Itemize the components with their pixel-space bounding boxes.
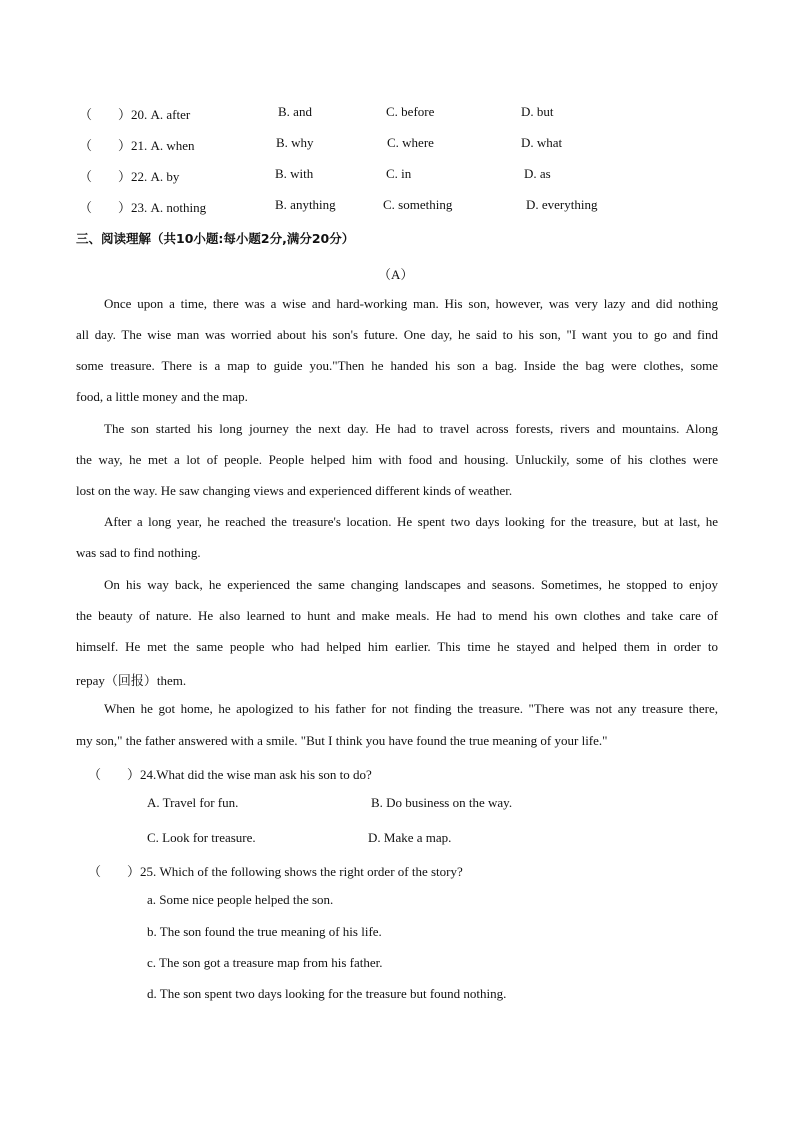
question-25-item: d. The son spent two days looking for the treasure but found nothing. — [147, 986, 507, 1001]
question-24-option-d: D. Make a map. — [368, 830, 452, 845]
option-c: C. in — [386, 166, 412, 181]
cloze-row-23 — [0, 197, 794, 217]
option-d: D. as — [524, 166, 551, 181]
passage-line: After a long year, he reached the treasure's location. He spent two days looking for the treasure, but at last, he — [104, 514, 718, 529]
passage-line: repay（回报）them. — [76, 673, 187, 688]
passage-line: all day. The wise man was worried about his son's future. One day, he said to his son, "I want you to go and find — [76, 327, 718, 342]
option-c: C. something — [383, 197, 453, 212]
question-25-stem: （ ）25. Which of the following shows the right order of the story? — [88, 864, 463, 879]
option-d: D. but — [521, 104, 554, 119]
passage-line: some treasure. There is a map to guide you."Then he handed his son a bag. Inside the bag were clothes, some — [76, 358, 718, 373]
question-stem: （ ）21. A. when — [79, 138, 195, 153]
question-24-option-a: A. Travel for fun. — [147, 795, 239, 810]
cloze-row-21 — [0, 135, 794, 155]
option-d: D. what — [521, 135, 563, 150]
question-25-item: c. The son got a treasure map from his father. — [147, 955, 383, 970]
question-24-stem: （ ）24.What did the wise man ask his son to do? — [88, 767, 372, 782]
passage-line: was sad to find nothing. — [76, 545, 201, 560]
option-b: B. and — [278, 104, 312, 119]
passage-line: the way, he met a lot of people. People helped him with food and housing. Unluckily, some of his clothes were — [76, 452, 718, 467]
passage-line: the beauty of nature. He also learned to hunt and make meals. He had to mend his own clothes and take care of — [76, 608, 718, 623]
question-stem: （ ）22. A. by — [79, 169, 180, 184]
passage-line: food, a little money and the map. — [76, 389, 248, 404]
passage-line: On his way back, he experienced the same changing landscapes and seasons. Sometimes, he stopped to enjoy — [104, 577, 718, 592]
passage-line: Once upon a time, there was a wise and hard-working man. His son, however, was very lazy and did nothing — [104, 296, 718, 311]
option-d: D. everything — [526, 197, 598, 212]
option-c: C. before — [386, 104, 435, 119]
passage-line: When he got home, he apologized to his father for not finding the treasure. "There was not any treasure there, — [104, 701, 718, 716]
passage-line: lost on the way. He saw changing views and experienced different kinds of weather. — [76, 483, 513, 498]
option-b: B. anything — [275, 197, 336, 212]
question-stem: （ ）20. A. after — [79, 107, 191, 122]
cloze-row-20 — [0, 104, 794, 124]
passage-label: （A） — [378, 267, 414, 282]
question-stem: （ ）23. A. nothing — [79, 200, 207, 215]
passage-line: my son," the father answered with a smile. "But I think you have found the true meaning of your life." — [76, 733, 608, 748]
option-b: B. why — [276, 135, 314, 150]
cloze-row-22 — [0, 166, 794, 186]
option-b: B. with — [275, 166, 314, 181]
question-25-item: b. The son found the true meaning of his life. — [147, 924, 382, 939]
question-24-option-b: B. Do business on the way. — [371, 795, 513, 810]
passage-line: The son started his long journey the next day. He had to travel across forests, rivers and mountains. Along — [104, 421, 718, 436]
question-24-option-c: C. Look for treasure. — [147, 830, 256, 845]
passage-line: himself. He met the same people who had helped him earlier. This time he stayed and helped them in order to — [76, 639, 718, 654]
question-25-item: a. Some nice people helped the son. — [147, 892, 334, 907]
option-c: C. where — [387, 135, 434, 150]
section-heading: 三、阅读理解（共10小题:每小题2分,满分20分） — [76, 231, 355, 246]
